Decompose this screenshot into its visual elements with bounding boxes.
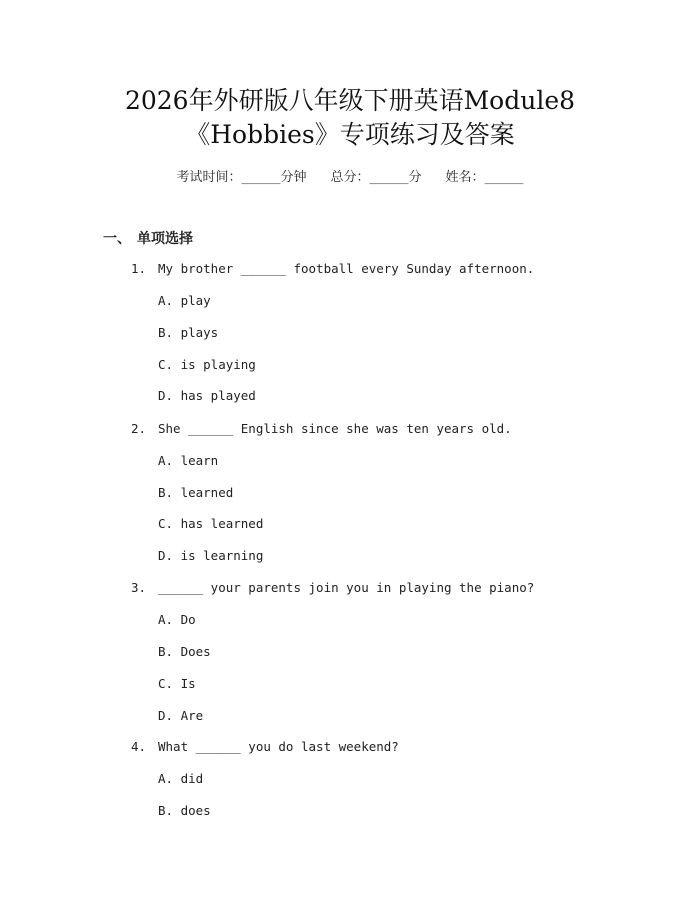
question-1 <box>131 260 534 278</box>
option-1c: C. is playing <box>158 357 256 372</box>
option-4a: A. did <box>158 771 204 786</box>
option-1a: A. play <box>158 293 211 308</box>
meta-name: 姓名：______ <box>445 170 524 185</box>
section-number: 一、 <box>103 231 131 247</box>
question-text: What ______ you do last weekend? <box>158 739 399 754</box>
option-2c: C. has learned <box>158 516 264 531</box>
title-line-2: 《Hobbies》专项练习及答案 <box>185 120 515 149</box>
question-number: 1. <box>131 261 147 276</box>
question-number: 4. <box>131 739 147 754</box>
question-text: My brother ______ football every Sunday afternoon. <box>158 261 535 276</box>
meta-score: 总分：______分 <box>330 170 422 185</box>
question-number: 3. <box>131 580 147 595</box>
option-3b: B. Does <box>158 644 211 659</box>
question-2 <box>131 420 512 438</box>
option-3d: D. Are <box>158 708 204 723</box>
question-text: She ______ English since she was ten years old. <box>158 421 512 436</box>
option-1d: D. has played <box>158 388 256 403</box>
question-text: ______ your parents join you in playing the piano? <box>158 580 535 595</box>
option-1b: B. plays <box>158 325 219 340</box>
section-title: 单项选择 <box>137 231 193 247</box>
option-2b: B. learned <box>158 485 234 500</box>
section-heading <box>103 228 193 248</box>
meta-time: 考试时间：______分钟 <box>176 170 307 185</box>
option-4b: B. does <box>158 803 211 818</box>
option-2a: A. learn <box>158 453 219 468</box>
option-3a: A. Do <box>158 612 196 627</box>
title-line-1: 2026年外研版八年级下册英语Module8 <box>124 86 576 115</box>
exam-meta <box>0 168 700 188</box>
question-3 <box>131 579 534 597</box>
question-4 <box>131 738 399 756</box>
option-3c: C. Is <box>158 676 196 691</box>
question-number: 2. <box>131 421 147 436</box>
option-2d: D. is learning <box>158 548 264 563</box>
